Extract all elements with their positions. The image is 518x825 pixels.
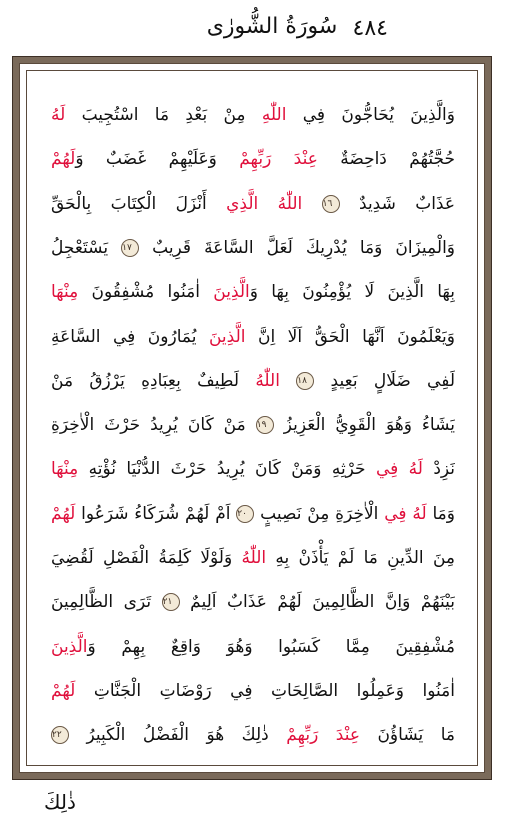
verse-text: حُجَّتُهُمْ دَاحِضَةٌ bbox=[317, 149, 455, 170]
verse-text: وَيَعْلَمُونَ اَنَّهَا الْحَقُّ اَلَا اِنَّ bbox=[245, 326, 455, 347]
highlighted-word: اللّٰهُ الَّذِي bbox=[226, 193, 303, 214]
verse-text: لَفِي ضَلَالٍ بَعِيدٍ bbox=[314, 370, 455, 391]
highlighted-word: لَهُمْ bbox=[51, 503, 76, 524]
verse-line bbox=[51, 449, 455, 489]
verse-line bbox=[51, 405, 455, 445]
verse-text: مَنْ كَانَ يُرِيدُ حَرْثَ الْاٰخِرَةِ bbox=[51, 415, 256, 436]
page-number: ٤٨٤ bbox=[352, 16, 388, 41]
highlighted-word: الَّذِينَ bbox=[208, 326, 246, 347]
verse-text: الْاٰخِرَةِ مِنْ نَصِيبٍ bbox=[254, 503, 385, 524]
verse-text: نَزِدْ bbox=[422, 459, 455, 480]
verse-line bbox=[51, 95, 455, 135]
verse-line bbox=[51, 494, 455, 534]
highlighted-word: اللّٰهُ bbox=[255, 370, 280, 391]
frame-border-middle bbox=[19, 63, 485, 773]
highlighted-word: اللّٰهُ bbox=[241, 548, 267, 568]
highlighted-word: لَهُمْ bbox=[51, 149, 76, 170]
verse-text: بِهَا الَّذِينَ لَا يُؤْمِنُونَ بِهَا وَ bbox=[249, 282, 455, 303]
ayah-number-marker: ٢٠ bbox=[236, 505, 254, 523]
verse-text: تَرَى الظَّالِمِينَ bbox=[51, 592, 162, 613]
highlighted-word: لَهُ فِي bbox=[375, 459, 423, 480]
verse-text: عَذَابٌ شَدِيدٌ bbox=[339, 193, 455, 214]
verse-text: لَطِيفٌ بِعِبَادِهِ يَرْزُقُ مَنْ bbox=[51, 370, 256, 391]
verse-text bbox=[280, 371, 296, 391]
verse-text: ذٰلِكَ هُوَ الْفَضْلُ الْكَبِيرُ bbox=[69, 725, 287, 746]
frame-border-inner bbox=[26, 70, 478, 766]
highlighted-word: مِنْهَا bbox=[51, 282, 79, 303]
highlighted-word: عِنْدَ رَبِّهِمْ bbox=[286, 725, 360, 746]
verse-line bbox=[51, 139, 455, 179]
highlighted-word: لَهُ فِي bbox=[384, 503, 427, 524]
ayah-number-marker: ١٨ bbox=[296, 372, 314, 390]
highlighted-word: لَهُ bbox=[51, 105, 66, 125]
verse-text: أَنْزَلَ الْكِتَابَ بِالْحَقِّ bbox=[51, 193, 227, 214]
catchword: ذٰلِكَ bbox=[44, 790, 76, 814]
ayah-number-marker: ١٦ bbox=[322, 195, 340, 213]
verse-line bbox=[51, 317, 455, 357]
verse-text: مَا يَشَاؤُنَ bbox=[359, 725, 455, 746]
ayah-number-marker: ٢٢ bbox=[51, 726, 69, 744]
highlighted-word: الَّذِينَ bbox=[213, 282, 250, 303]
highlighted-word: اللّٰهِ bbox=[261, 105, 287, 125]
verse-text bbox=[302, 194, 321, 214]
verse-text: يُمَارُونَ فِي السَّاعَةِ bbox=[51, 326, 209, 347]
verse-text-area bbox=[51, 95, 455, 747]
verse-line bbox=[51, 184, 455, 224]
verse-text: مِنَ الدِّينِ مَا لَمْ يَأْذَنْ بِهِ bbox=[266, 548, 455, 568]
highlighted-word: مِنْهَا bbox=[51, 459, 79, 480]
highlighted-word: الَّذِينَ bbox=[51, 636, 88, 657]
verse-text: يَشَاءُ وَهُوَ الْقَوِيُّ الْعَزِيزُ bbox=[273, 415, 455, 436]
verse-text: مِنْ بَعْدِ مَا اسْتُجِيبَ bbox=[65, 105, 262, 125]
ayah-number-marker: ١٩ bbox=[256, 416, 274, 434]
verse-text: اٰمَنُوا وَعَمِلُوا الصَّالِحَاتِ فِي رَوْضَاتِ الْجَنَّاتِ bbox=[75, 680, 455, 701]
verse-text: وَلَوْلَا كَلِمَةُ الْفَصْلِ لَقُضِيَ bbox=[51, 548, 242, 568]
verse-text: وَمَا bbox=[426, 503, 455, 524]
page-frame bbox=[12, 56, 492, 780]
verse-line bbox=[51, 671, 455, 711]
verse-line bbox=[51, 272, 455, 312]
verse-line bbox=[51, 715, 455, 755]
verse-text: اٰمَنُوا مُشْفِقُونَ bbox=[78, 282, 214, 303]
verse-line bbox=[51, 627, 455, 667]
verse-line bbox=[51, 228, 455, 268]
verse-text: حَرْثِهِ وَمَنْ كَانَ يُرِيدُ حَرْثَ الدُّنْيَا نُؤْتِهِ bbox=[78, 459, 376, 480]
verse-text: مُشْفِقِينَ مِمَّا كَسَبُوا وَهُوَ وَاقِعٌ بِهِمْ وَ bbox=[87, 636, 455, 657]
verse-text: بَيْنَهُمْ وَاِنَّ الظَّالِمِينَ لَهُمْ عَذَابٌ اَلِيمٌ bbox=[179, 592, 455, 613]
verse-text: يَسْتَعْجِلُ bbox=[51, 237, 122, 258]
verse-line bbox=[51, 582, 455, 622]
verse-text: وَالَّذِينَ يُحَاجُّونَ فِي bbox=[286, 105, 455, 125]
verse-line bbox=[51, 361, 455, 401]
highlighted-word: لَهُمْ bbox=[51, 680, 76, 701]
page-header bbox=[12, 14, 506, 48]
highlighted-word: عِنْدَ رَبِّهِمْ bbox=[239, 149, 318, 170]
surah-title: سُورَةُ الشُّورٰى bbox=[206, 14, 338, 39]
verse-line bbox=[51, 538, 455, 578]
ayah-number-marker: ٢١ bbox=[162, 593, 180, 611]
verse-text: وَالْمِيزَانَ وَمَا يُدْرِيكَ لَعَلَّ السَّاعَةَ قَرِيبٌ bbox=[139, 237, 455, 258]
ayah-number-marker: ١٧ bbox=[121, 239, 139, 257]
verse-text: اَمْ لَهُمْ شُرَكَاءُ شَرَعُوا bbox=[75, 503, 237, 524]
verse-text: وَعَلَيْهِمْ غَضَبٌ وَ bbox=[75, 149, 240, 170]
